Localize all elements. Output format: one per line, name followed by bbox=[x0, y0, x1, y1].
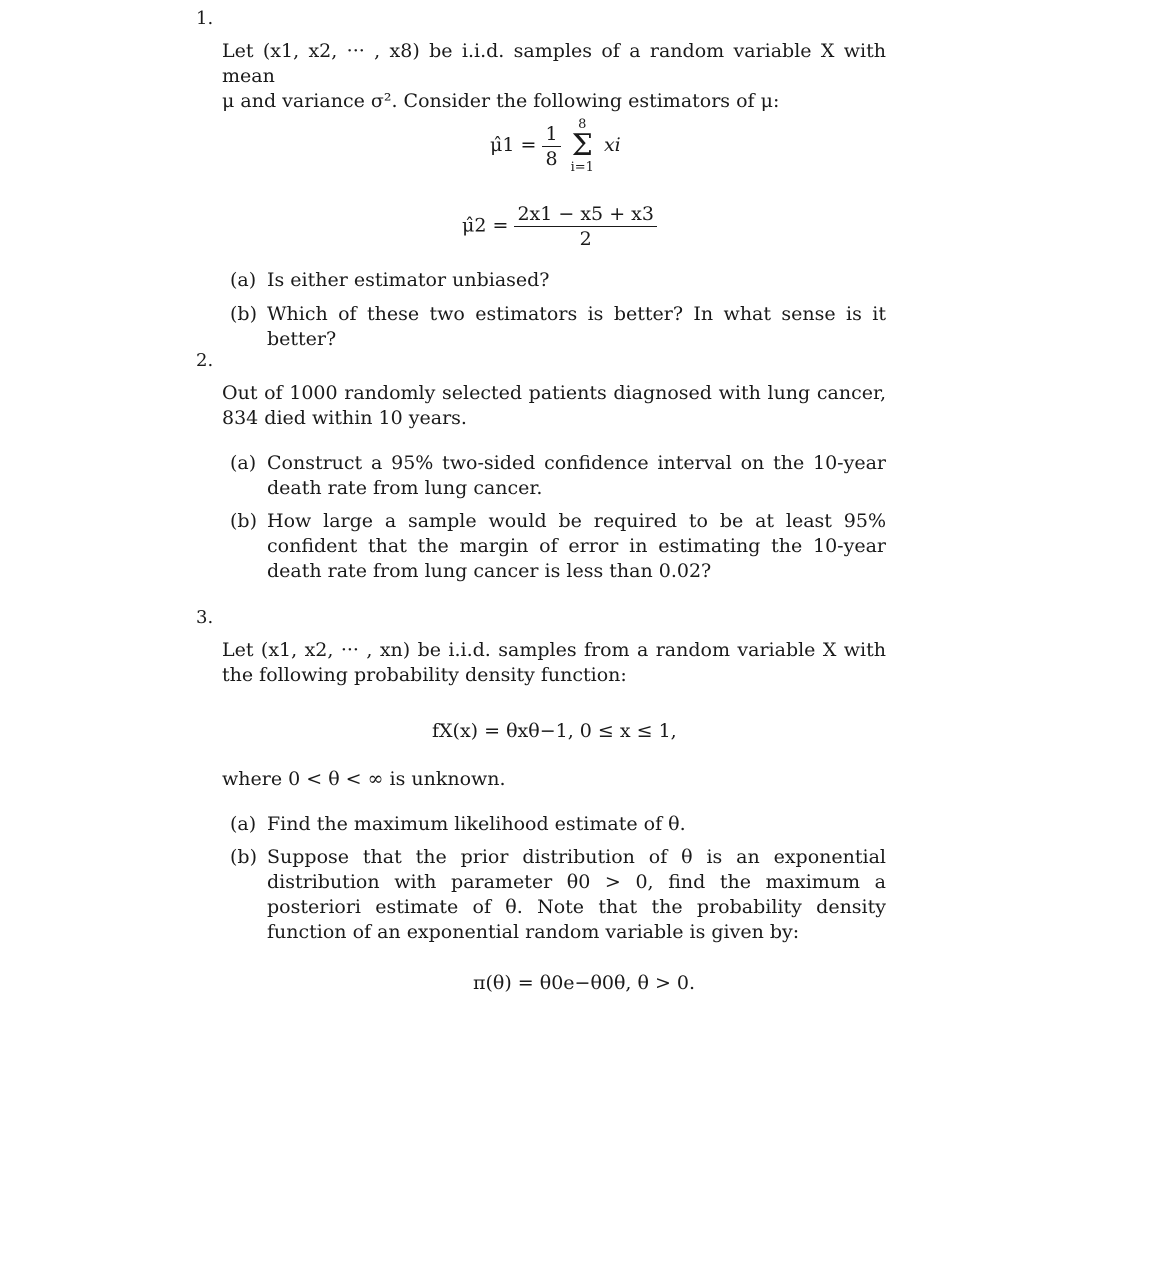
estimator-1-fraction-num: 1 bbox=[542, 122, 560, 147]
part-text: Is either estimator unbiased? bbox=[267, 269, 550, 291]
part-label: (a) bbox=[230, 813, 257, 835]
sum-lower-limit: i=1 bbox=[570, 160, 594, 175]
problem-2-intro: Out of 1000 randomly selected patients diagnosed with lung cancer, 834 died within 10 years. bbox=[222, 382, 886, 429]
part-label: (b) bbox=[230, 510, 257, 532]
problem-1-intro-line1: Let (x1, x2, ··· , x8) be i.i.d. samples of a random variable X with mean bbox=[222, 40, 886, 87]
problem-1-number: 1. bbox=[196, 8, 214, 29]
problem-3-part-a bbox=[230, 812, 886, 837]
part-text: Suppose that the prior distribution of θ is an exponential distribution with parameter θ0 > 0, find the maximum a posteriori estimate of θ. Note that the probability density function of an exponential random variable is given by: bbox=[267, 846, 886, 943]
estimator-2-fraction bbox=[514, 202, 657, 251]
estimator-2-denominator: 2 bbox=[579, 228, 592, 250]
estimator-1-term: xi bbox=[603, 134, 621, 156]
estimator-1-fraction bbox=[542, 122, 560, 171]
part-text: Find the maximum likelihood estimate of θ. bbox=[267, 813, 686, 835]
estimator-2-numerator: 2x1 − x5 + x3 bbox=[514, 202, 657, 227]
problem-2-part-b bbox=[230, 509, 886, 584]
pdf-equation: fX(x) = θxθ−1, 0 ≤ x ≤ 1, bbox=[432, 720, 677, 742]
sum-upper-limit: 8 bbox=[578, 117, 587, 132]
estimator-2-lhs: μ̂2 = bbox=[462, 214, 509, 237]
problem-1-part-b bbox=[230, 302, 886, 352]
problem-3-number: 3. bbox=[196, 607, 214, 628]
sigma-symbol: Σ bbox=[571, 128, 593, 163]
problem-1-part-a bbox=[230, 268, 886, 293]
problem-2-number: 2. bbox=[196, 350, 214, 371]
prior-equation: π(θ) = θ0e−θ0θ, θ > 0. bbox=[473, 972, 696, 994]
problem-1-intro bbox=[222, 39, 886, 114]
problem-3-part-b bbox=[230, 845, 886, 945]
problem-2-part-a bbox=[230, 451, 886, 501]
part-text: Which of these two estimators is better? In what sense is it better? bbox=[267, 303, 886, 350]
estimator-1-fraction-den: 8 bbox=[545, 147, 558, 170]
estimator-1-lhs: μ̂1 = bbox=[490, 134, 537, 156]
problem-3-where: where 0 < θ < ∞ is unknown. bbox=[222, 768, 506, 790]
part-label: (a) bbox=[230, 452, 257, 474]
summation-operator bbox=[571, 118, 594, 174]
part-label: (b) bbox=[230, 303, 257, 325]
part-text: How large a sample would be required to be at least 95% confident that the margin of error in estimating the 10-year death rate from lung cancer is less than 0.02? bbox=[267, 510, 886, 582]
estimator-2-equation bbox=[462, 202, 657, 251]
part-text: Construct a 95% two-sided confidence interval on the 10-year death rate from lung cancer. bbox=[267, 452, 886, 499]
part-label: (a) bbox=[230, 269, 257, 291]
problem-3-intro: Let (x1, x2, ··· , xn) be i.i.d. samples from a random variable X with the following probability density function: bbox=[222, 639, 886, 686]
problem-1-intro-line2: μ and variance σ². Consider the following estimators of μ: bbox=[222, 90, 780, 112]
estimator-1-equation bbox=[490, 118, 621, 174]
part-label: (b) bbox=[230, 846, 257, 868]
